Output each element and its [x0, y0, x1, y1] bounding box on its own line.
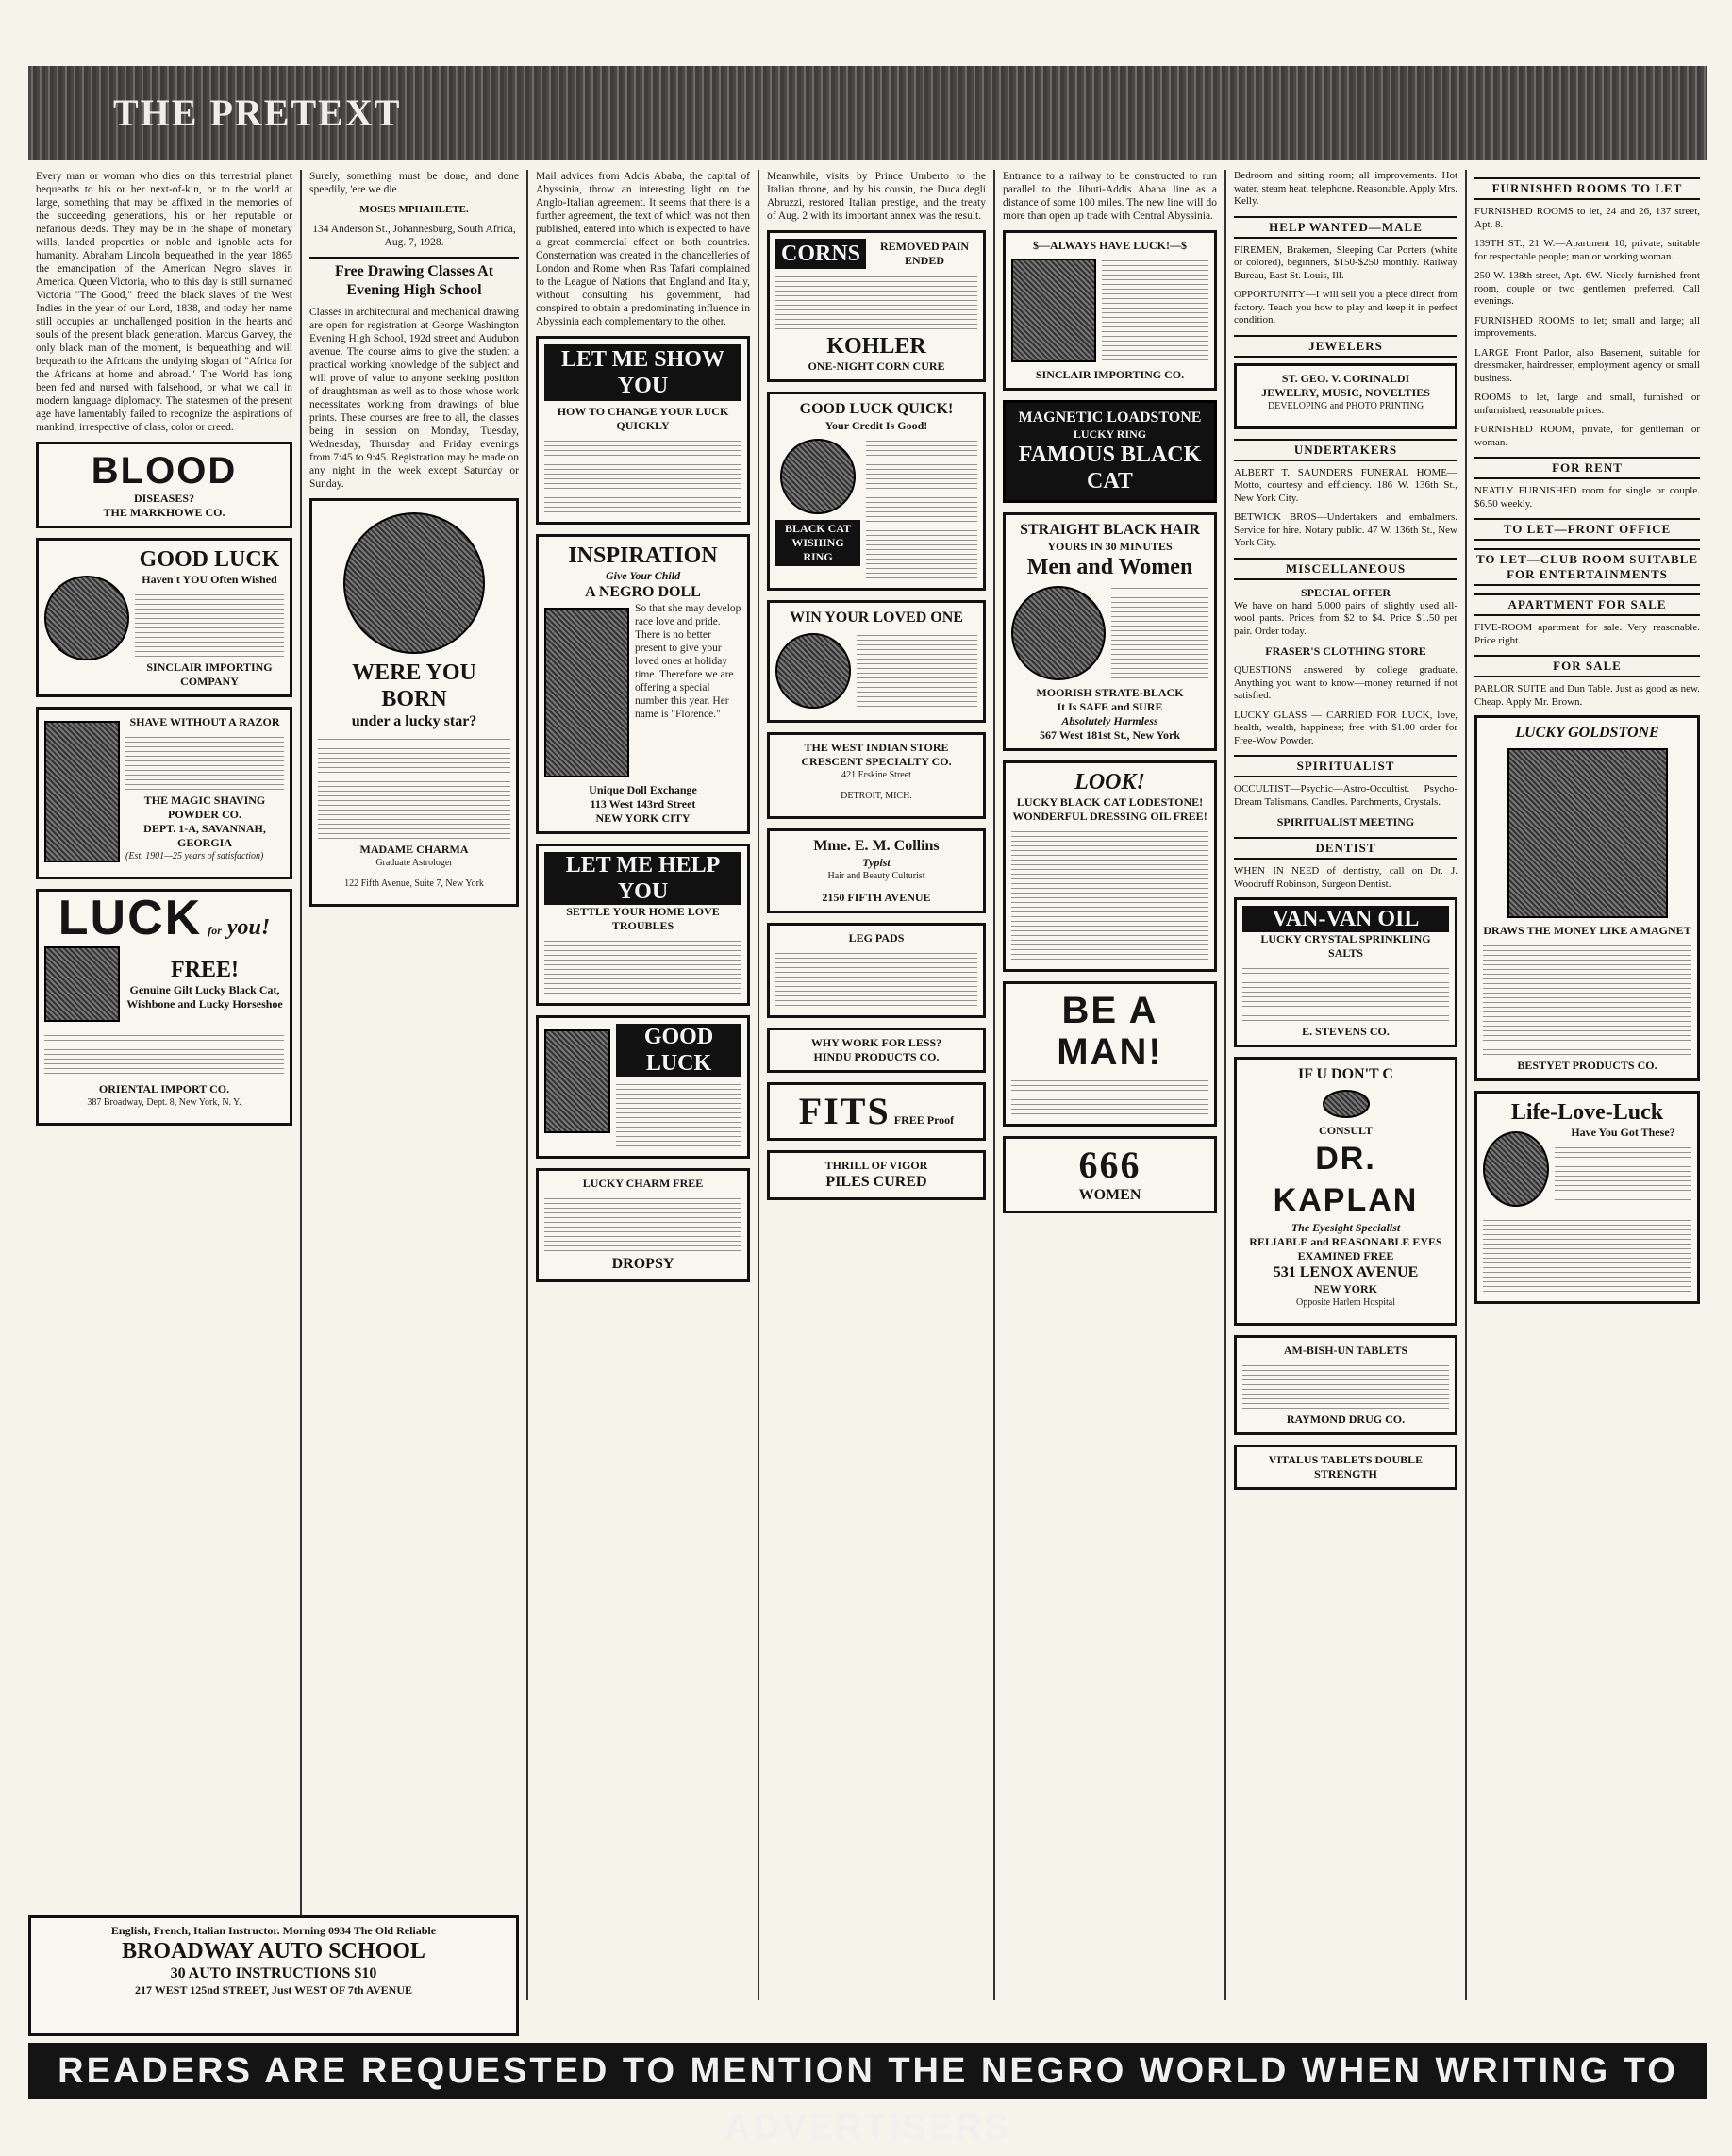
for-rent-header: FOR RENT — [1474, 457, 1700, 479]
star-title: WERE YOU BORN — [352, 660, 476, 711]
star-name: MADAME CHARMA — [359, 843, 469, 856]
hindu-co: HINDU PRODUCTS CO. — [813, 1050, 940, 1063]
horseshoe-icon — [44, 576, 129, 660]
column-1 — [28, 170, 302, 2000]
doll-icon — [544, 608, 629, 777]
fr-ad: FURNISHED ROOMS to let; small and large; all improvements. — [1474, 314, 1700, 339]
charm-ad — [536, 1168, 750, 1282]
letme-title: LET ME SHOW YOU — [544, 344, 741, 401]
column-6 — [1226, 170, 1467, 2000]
shave-addr: DEPT. 1-A, SAVANNAH, GEORGIA — [143, 822, 266, 849]
jewelers-header: JEWELERS — [1234, 335, 1457, 358]
store-city: DETROIT, MICH. — [841, 791, 912, 801]
collins-ad — [767, 828, 986, 913]
luck-for: for — [208, 924, 222, 937]
goodluck-co: SINCLAIR IMPORTING COMPANY — [146, 660, 273, 688]
goodluck-quick-ad — [767, 392, 986, 591]
hair-ad — [1003, 512, 1217, 751]
vigor-ad — [767, 1150, 986, 1200]
west-indian-store-ad — [767, 732, 986, 819]
inspiration-doll: A NEGRO DOLL — [585, 584, 701, 600]
stones-icon — [1011, 259, 1096, 362]
star-role: Graduate Astrologer — [375, 858, 453, 868]
man-portrait-icon — [44, 721, 120, 862]
man-title: BE A MAN! — [1057, 990, 1163, 1073]
hair-product: MOORISH STRATE-BLACK — [1036, 686, 1184, 699]
blood-ad — [36, 442, 292, 528]
kaplan-city: NEW YORK — [1313, 1282, 1377, 1295]
be-a-man-ad — [1003, 981, 1217, 1127]
column-4 — [759, 170, 995, 2000]
special-offer-text: We have on hand 5,000 pairs of slightly used all-wool pants. Prices from $2 to $4. Price $1.50 per pair. Order today. — [1234, 599, 1457, 637]
kaplan-name: DR. KAPLAN — [1273, 1141, 1419, 1218]
luck-free: FREE! — [171, 958, 239, 982]
women-title: WOMEN — [1078, 1187, 1141, 1203]
help-title: LET ME HELP YOU — [544, 852, 741, 905]
auto-school-ad — [28, 1915, 519, 2036]
fr-ad: 250 W. 138th street, Apt. 6W. Nicely furnished front room, couple or two gentlemen preferred. Call evenings. — [1474, 270, 1700, 307]
inspiration-ad — [536, 534, 750, 834]
gold-co: BESTYET PRODUCTS CO. — [1517, 1059, 1657, 1072]
auto-sub: 30 AUTO INSTRUCTIONS $10 — [170, 1965, 377, 1981]
misc-ad-2: LUCKY GLASS — CARRIED FOR LUCK, love, health, wealth, happiness; free with $1.00 order for Free-Wow Powder. — [1234, 709, 1457, 746]
magnetic-ad — [1003, 400, 1217, 503]
eye-icon — [1323, 1090, 1370, 1118]
shave-title: SHAVE WITHOUT A RAZOR — [129, 715, 280, 728]
masthead-title: THE PRETEXT — [113, 92, 402, 134]
ambishun-title: AM-BISH-UN TABLETS — [1283, 1344, 1408, 1357]
newspaper-page — [28, 28, 1707, 2148]
cat-ring-title: BLACK CAT WISHING RING — [775, 520, 860, 566]
charm-title: LUCKY CHARM FREE — [582, 1177, 704, 1190]
und-ad-1: ALBERT T. SAUNDERS FUNERAL HOME—Motto, courtesy and efficiency. 186 W. 136th St., New York City. — [1234, 466, 1457, 504]
kaplan-consult: CONSULT — [1319, 1124, 1373, 1137]
corinaldi-sub: DEVELOPING and PHOTO PRINTING — [1267, 400, 1424, 411]
help-wanted-header: HELP WANTED—MALE — [1234, 216, 1457, 239]
collins-addr: 2150 FIFTH AVENUE — [822, 891, 931, 904]
treaty-article: Meanwhile, visits by Prince Umberto to the Italian throne, and by his cousin, the Duca degli Abruzzi, restored Italian prestige, and the treaty of Aug. 2 with its important annex was the result. — [767, 171, 986, 222]
fr-ad: FURNISHED ROOMS to let, 24 and 26, 137 street, Apt. 8. — [1474, 206, 1700, 230]
letter-signature: MOSES MPHAHLETE. — [359, 204, 469, 215]
masthead-banner — [28, 66, 1707, 160]
star-addr: 122 Fifth Avenue, Suite 7, New York — [344, 878, 484, 889]
goodluck-title: GOOD LUCK — [139, 547, 280, 572]
vigor-title: THRILL OF VIGOR — [824, 1159, 928, 1172]
luck-items: Genuine Gilt Lucky Black Cat, Wishbone and Lucky Horseshoe — [126, 983, 283, 1011]
letme-ad — [536, 336, 750, 525]
piles-title: PILES CURED — [825, 1174, 927, 1190]
inspiration-sub: Give Your Child — [605, 569, 681, 582]
corinaldi-name: ST. GEO. V. CORINALDI — [1281, 371, 1410, 385]
why-work-ad — [767, 1028, 986, 1073]
vitalus-title: VITALUS TABLETS DOUBLE STRENGTH — [1268, 1453, 1424, 1480]
hair-addr: 567 West 181st St., New York — [1040, 728, 1180, 742]
drawing-article: Classes in architectural and mechanical drawing are open for registration at George Washington Evening High School, 192d street and Audubon avenue. The course aims to give the student a practical working knowledge of the subject and will prove of value to anyone seeking position of draughtsman as well as to those whose work necessitates working from drawings of blue prints. These courses are free to all, the classes being in session on Monday, Tuesday, Wednesday, Thursday and Friday evenings from 7:45 to 9:45. Registration may be made on any night in the week except Saturday or Sunday. — [309, 307, 519, 490]
vanvan-title: VAN-VAN OIL — [1242, 906, 1449, 932]
drawing-headline: Free Drawing Classes At Evening High School — [309, 257, 519, 300]
und-ad-2: BETWICK BROS—Undertakers and embalmers. Service for hire. Notary public. 47 W. 136th St., New York City. — [1234, 511, 1457, 548]
meeting-header: SPIRITUALIST MEETING — [1276, 815, 1415, 828]
shave-co: THE MAGIC SHAVING POWDER CO. — [143, 794, 266, 821]
good-title: GOOD LUCK — [616, 1024, 741, 1077]
auto-title: BROADWAY AUTO SCHOOL — [122, 1939, 425, 1964]
glq-title: GOOD LUCK QUICK! — [799, 401, 954, 417]
win-title: WIN YOUR LOVED ONE — [790, 610, 963, 626]
kaplan-ad — [1234, 1057, 1457, 1326]
corns-tag: ONE-NIGHT CORN CURE — [808, 359, 945, 373]
goldstone-ad — [1474, 715, 1700, 1081]
luck-addr: 387 Broadway, Dept. 8, New York, N. Y. — [87, 1097, 241, 1108]
magnetic-ring: LUCKY RING — [1073, 427, 1147, 441]
letme-sub: HOW TO CHANGE YOUR LUCK QUICKLY — [557, 405, 729, 432]
hair-harmless: Absolutely Harmless — [1061, 714, 1158, 727]
corns-ad — [767, 230, 986, 382]
article-legacy: Every man or woman who dies on this terrestrial planet bequeaths to his or her next-of-kin, or to the world at large, something that may be affixed in the memories of the succeeding generations, his or her reputable or nefarious deeds. They may be in the shape of monetary wills, landed properties or noble and ignoble acts for humanity. Abraham Lincoln bequeathed in the year 1865 the emancipation of the American Negro slaves in America. Queen Victoria, who to this day is still surnamed Victoria "The Good," freed the black slaves of the West Indies in the year of our Lord, 1838, and today her name still occupies an unchallenged position in the hearts and souls of the present black generation. Marcus Garvey, the only black man of the moment, is bequeathing and will bequeath to the Africans the undying slogan of "Africa for the Africans at home and abroad." The World has long been fed and nursed with falsehood, or what we call in modern language diplomacy. The statesmen of the present age have lamentably failed to recognize the aspirations of mankind, irrespective of class, color or creed. — [36, 171, 292, 433]
footer-banner: READERS ARE REQUESTED TO MENTION THE NEGRO WORLD WHEN WRITING TO ADVERTISERS — [28, 2043, 1707, 2099]
letter-text: Surely, something must be done, and done speedily, 'ere we die. — [309, 171, 519, 195]
fr-ad: FURNISHED ROOM, private, for gentleman or woman. — [1474, 424, 1700, 448]
abyssinia-article: Mail advices from Addis Ababa, the capital of Abyssinia, throw an interesting light on the Anglo-Italian agreement. It seems that there is a further agreement, the text of which was not then published, entered into which is expected to have a great commercial effect on both countries. Consternation was created in the chancelleries of London and Rome when Ras Tafari complained to the League of Nations that England and Italy, without consulting his government, had conspired to obtain a predominating influence in Abyssinia each complementary to the other. — [536, 171, 750, 327]
vanvan-sub: LUCKY CRYSTAL SPRINKLING SALTS — [1260, 932, 1431, 960]
glq-credit: Your Credit Is Good! — [824, 419, 928, 432]
goldstone-icon — [1507, 748, 1668, 918]
doll-addr: 113 West 143rd Street — [590, 797, 696, 811]
heart-icon — [775, 633, 851, 709]
store-title: THE WEST INDIAN STORE — [804, 741, 949, 754]
fr-ad: LARGE Front Parlor, also Basement, suitable for dressmaker, hairdresser, employment agency or small business. — [1474, 346, 1700, 384]
office-header: TO LET—FRONT OFFICE — [1474, 518, 1700, 541]
help-ad — [536, 844, 750, 1006]
woman-portrait-icon — [1011, 586, 1106, 680]
letter-address: 134 Anderson St., Johannesburg, South Africa, Aug. 7, 1928. — [312, 224, 516, 248]
llc-title: Life-Love-Luck — [1510, 1100, 1664, 1125]
column-3 — [528, 170, 759, 2000]
for-sale-header: FOR SALE — [1474, 655, 1700, 677]
kaplan-near: Opposite Harlem Hospital — [1296, 1297, 1395, 1308]
star-portrait-icon — [343, 512, 485, 654]
collins-role: Typist — [862, 856, 891, 869]
dropsy-title: DROPSY — [611, 1256, 674, 1272]
always-co: SINCLAIR IMPORTING CO. — [1035, 368, 1185, 381]
inspiration-text: So that she may develop race love and pride. There is no better present to give your loved ones at holiday time. Therefore we are offering a special number this year. Her name is "Florence." — [635, 603, 741, 720]
spirit-ad: OCCULTIST—Psychic—Astro-Occultist. Psycho-Dream Talismans. Candles. Parchments, Crystals. — [1234, 783, 1457, 808]
ambishun-co: RAYMOND DRUG CO. — [1286, 1412, 1406, 1426]
railway-article: Entrance to a railway to be constructed to run parallel to the Jibuti-Addis Ababa line as a distance of some 100 miles. The new line will do more than open up trade with Central Abyssinia. — [1003, 171, 1217, 222]
hair-sub: YOURS IN 30 MINUTES — [1047, 540, 1173, 553]
spiritualist-header: SPIRITUALIST — [1234, 755, 1457, 777]
kaplan-addr: 531 LENOX AVENUE — [1273, 1264, 1419, 1280]
fits-ad — [767, 1082, 986, 1141]
luck-free-ad — [36, 889, 292, 1126]
corinaldi-line: JEWELRY, MUSIC, NOVELTIES — [1261, 385, 1430, 399]
doll-city: NEW YORK CITY — [595, 811, 691, 825]
corns-title: CORNS — [775, 239, 866, 269]
six-ad — [1003, 1136, 1217, 1213]
undertakers-header: UNDERTAKERS — [1234, 439, 1457, 461]
rent-ad: NEATLY FURNISHED room for single or couple. $6.50 weekly. — [1474, 485, 1700, 510]
auto-addr: 217 WEST 125nd STREET, Just WEST OF 7th AVENUE — [135, 1983, 412, 1997]
goodluck-head: Haven't YOU Often Wished — [142, 573, 277, 586]
kaplan-hint: IF U DON'T C — [1298, 1066, 1393, 1082]
gold-title: LUCKY GOLDSTONE — [1515, 725, 1659, 741]
vanvan-ad — [1234, 897, 1457, 1047]
fr-ad: ROOMS to let, large and small, furnished or unfurnished; reasonable prices. — [1474, 392, 1700, 416]
apartment-header: APARTMENT FOR SALE — [1474, 593, 1700, 616]
sale-ad: PARLOR SUITE and Dun Table. Just as good as new. Cheap. Apply Mr. Brown. — [1474, 683, 1700, 708]
llc-ad — [1474, 1091, 1700, 1304]
store-co: CRESCENT SPECIALTY CO. — [801, 755, 952, 768]
why-title: WHY WORK FOR LESS? — [810, 1036, 942, 1049]
blood-sub: DISEASES? — [133, 492, 195, 505]
dentist-ad: WHEN IN NEED of dentistry, call on Dr. J. Woodruff Robinson, Surgeon Dentist. — [1234, 865, 1457, 890]
column-5 — [995, 170, 1226, 2000]
lucky-star-ad — [309, 498, 519, 907]
doll-co: Unique Doll Exchange — [589, 783, 697, 796]
hw-ad-2: OPPORTUNITY—I will sell you a piece direct from factory. Teach you how to play and keep it in perfect condition. — [1234, 289, 1457, 326]
llc-q: Have You Got These? — [1571, 1126, 1675, 1139]
kaplan-role: The Eyesight Specialist — [1291, 1221, 1401, 1234]
column-7 — [1467, 170, 1707, 2000]
furnished-header: FURNISHED ROOMS TO LET — [1474, 177, 1700, 200]
fr-ad: 139TH ST., 21 W.—Apartment 10; private; suitable for respectable people; man or working woman. — [1474, 238, 1700, 262]
legpads-title: LEG PADS — [848, 931, 905, 944]
ambishun-ad — [1234, 1335, 1457, 1435]
luck-you: you! — [226, 915, 271, 940]
inspiration-title: INSPIRATION — [568, 543, 718, 568]
hw-ad-1: FIREMEN, Brakemen, Sleeping Car Porters (white or colored), beginners, $150-$250 monthly. Railway Bureau, East St. Louis, Ill. — [1234, 243, 1457, 281]
hair-title: STRAIGHT BLACK HAIR — [1020, 522, 1200, 538]
corns-removed: REMOVED PAIN ENDED — [879, 240, 970, 267]
win-ad — [767, 600, 986, 723]
hair-safe: It Is SAFE and SURE — [1057, 700, 1163, 713]
star-sub: under a lucky star? — [351, 713, 477, 729]
blood-co: THE MARKHOWE CO. — [103, 506, 225, 519]
six-title: 666 — [1078, 1144, 1141, 1186]
magnetic-title: MAGNETIC LOADSTONE — [1018, 409, 1202, 426]
look-sub: LUCKY BLACK CAT LODESTONE! WONDERFUL DRESSING OIL FREE! — [1012, 795, 1207, 823]
fits-free: FREE Proof — [893, 1113, 955, 1127]
auto-top: English, French, Italian Instructor. Morning 0934 The Old Reliable — [110, 1924, 437, 1937]
cat-icon — [544, 1029, 610, 1133]
shave-ad — [36, 707, 292, 879]
classified-top: Bedroom and sitting room; all improvements. Hot water, steam heat, telephone. Reasonable. Apply Mrs. Kelly. — [1234, 170, 1457, 207]
luck-title: LUCK — [58, 891, 203, 945]
misc-header: MISCELLANEOUS — [1234, 558, 1457, 580]
hair-who: Men and Women — [1026, 555, 1193, 579]
help-sub: SETTLE YOUR HOME LOVE TROUBLES — [566, 905, 720, 932]
legpads-ad — [767, 923, 986, 1018]
shave-est: (Est. 1901—25 years of satisfaction) — [125, 851, 264, 861]
luck-co: ORIENTAL IMPORT CO. — [98, 1082, 230, 1095]
magnetic-cat: FAMOUS BLACK CAT — [1018, 443, 1202, 493]
collins-name: Mme. E. M. Collins — [813, 838, 940, 854]
corinaldi-ad — [1234, 363, 1457, 429]
dentist-header: DENTIST — [1234, 837, 1457, 860]
turban-portrait-icon — [1483, 1131, 1549, 1207]
fits-title: FITS — [798, 1090, 891, 1132]
special-offer-co: FRASER'S CLOTHING STORE — [1265, 644, 1426, 658]
always-luck-ad — [1003, 230, 1217, 391]
vitalus-ad — [1234, 1445, 1457, 1490]
look-title: LOOK! — [1074, 770, 1145, 794]
store-addr: 421 Erskine Street — [841, 770, 911, 780]
gold-caption: DRAWS THE MONEY LIKE A MAGNET — [1483, 924, 1691, 937]
look-ad — [1003, 760, 1217, 972]
ring-icon — [780, 439, 856, 514]
kaplan-tag: RELIABLE and REASONABLE EYES EXAMINED FREE — [1249, 1235, 1442, 1262]
goodluck-ad — [36, 538, 292, 697]
column-2 — [302, 170, 528, 2000]
always-title: $—ALWAYS HAVE LUCK!—$ — [1033, 239, 1187, 252]
good-luck-ad — [536, 1015, 750, 1159]
collins-sub: Hair and Beauty Culturist — [827, 871, 925, 881]
blood-title: BLOOD — [91, 450, 238, 492]
misc-ad-1: QUESTIONS answered by college graduate. Anything you want to know—money returned if not satisfied. — [1234, 664, 1457, 701]
vanvan-co: E. STEVENS CO. — [1302, 1025, 1390, 1038]
corns-brand: KOHLER — [826, 334, 926, 359]
apt-ad: FIVE-ROOM apartment for sale. Very reasonable. Price right. — [1474, 622, 1700, 646]
club-header: TO LET—CLUB ROOM SUITABLE FOR ENTERTAINMENTS — [1474, 548, 1700, 586]
black-cat-icon — [44, 946, 120, 1022]
special-offer-title: SPECIAL OFFER — [1300, 585, 1391, 599]
